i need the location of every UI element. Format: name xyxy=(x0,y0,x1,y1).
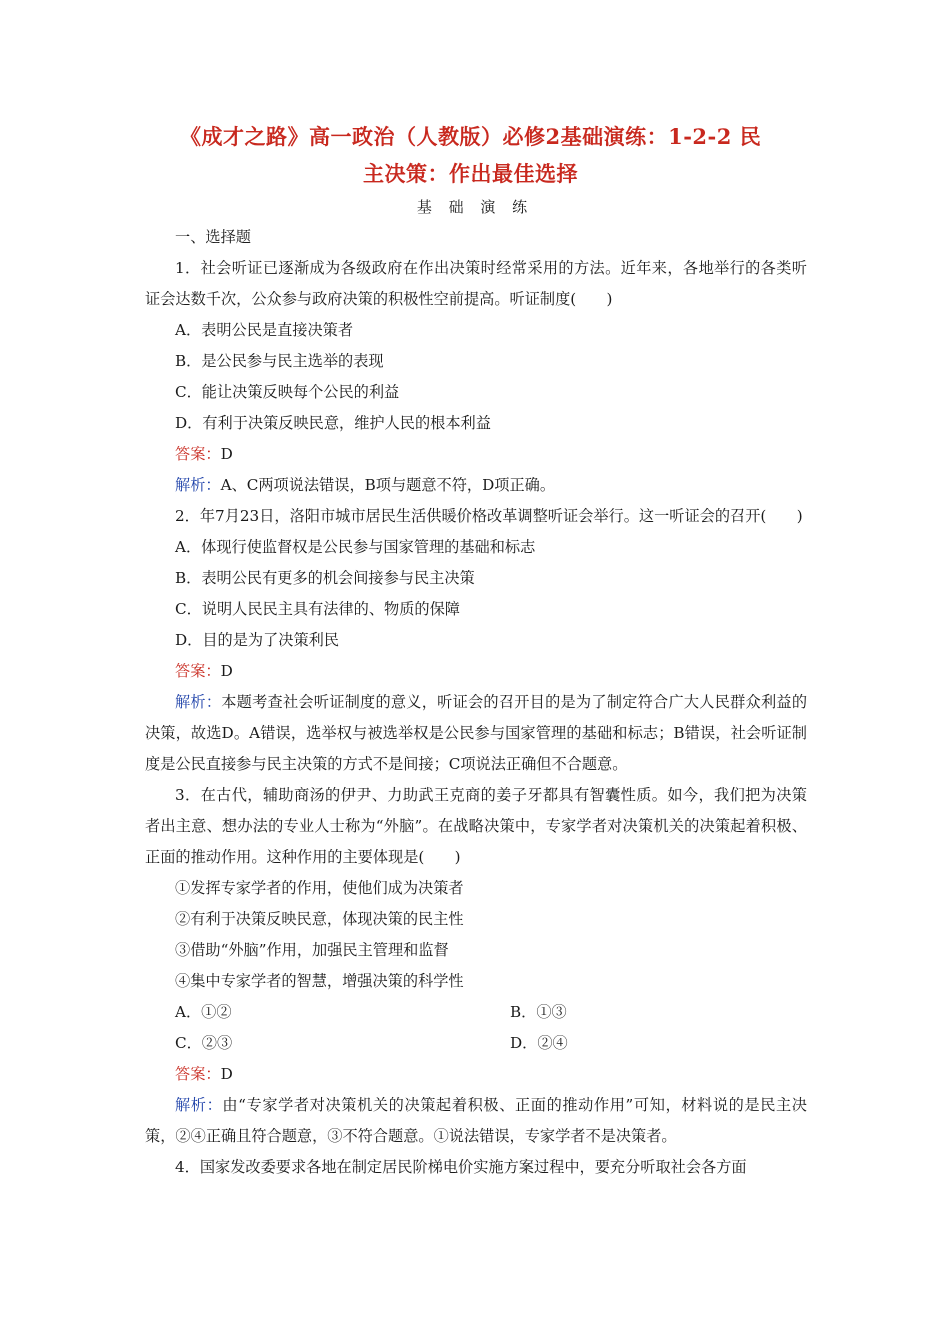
document-title xyxy=(170,118,810,192)
explain-label: 解析： xyxy=(175,693,222,711)
question-2-stem: 2．年7月23日，洛阳市城市居民生活供暖价格改革调整听证会举行。这一听证会的召开( ) xyxy=(175,507,803,525)
explain-text: A、C两项说法错误，B项与题意不符，D项正确。 xyxy=(220,476,556,494)
question-1-answer xyxy=(145,439,807,470)
question-1-explanation xyxy=(145,470,807,501)
question-1-option-b: B．是公民参与民主选举的表现 xyxy=(175,352,384,370)
question-3-options-row-1 xyxy=(145,997,807,1028)
answer-label: 答案： xyxy=(175,1065,221,1083)
explain-label: 解析： xyxy=(175,1096,223,1114)
question-3-option-b: B．①③ xyxy=(510,1003,567,1021)
question-2-option-d: D．目的是为了决策利民 xyxy=(175,631,340,649)
explain-text: 由“专家学者对决策机关的决策起着积极、正面的推动作用”可知，材料说的是民主决策，②④正确且符合题意，③不符合题意。①说法错误，专家学者不是决策者。 xyxy=(145,1096,807,1145)
question-1-option-a: A．表明公民是直接决策者 xyxy=(175,321,354,339)
question-3-answer xyxy=(145,1059,807,1090)
subtitle: 基 础 演 练 xyxy=(416,198,534,216)
question-4-stem: 4．国家发改委要求各地在制定居民阶梯电价实施方案过程中，要充分听取社会各方面 xyxy=(175,1158,747,1176)
question-3-options-row-2 xyxy=(145,1028,807,1059)
question-3-option-d: D．②④ xyxy=(510,1034,568,1052)
question-3-item-4: ④集中专家学者的智慧，增强决策的科学性 xyxy=(175,972,464,990)
title-line-2: 主决策：作出最佳选择 xyxy=(363,161,578,186)
explain-label: 解析： xyxy=(175,476,221,494)
question-1-option-d: D．有利于决策反映民意，维护人民的根本利益 xyxy=(175,414,491,432)
title-line-1: 《成才之路》高一政治（人教版）必修2基础演练：1-2-2 民 xyxy=(180,124,762,149)
answer-value: D xyxy=(220,445,233,463)
document-body xyxy=(145,222,807,1183)
answer-label: 答案： xyxy=(175,662,221,680)
question-3-item-1: ①发挥专家学者的作用，使他们成为决策者 xyxy=(175,879,464,897)
question-1-stem: 1．社会听证已逐渐成为各级政府在作出决策时经常采用的方法。近年来，各地举行的各类听证会达数千次，公众参与政府决策的积极性空前提高。听证制度( ) xyxy=(145,259,807,308)
question-2-option-a: A．体现行使监督权是公民参与国家管理的基础和标志 xyxy=(175,538,536,556)
question-2-option-c: C．说明人民民主具有法律的、物质的保障 xyxy=(175,600,460,618)
question-1-option-c: C．能让决策反映每个公民的利益 xyxy=(175,383,400,401)
question-3-stem: 3．在古代，辅助商汤的伊尹、力助武王克商的姜子牙都具有智囊性质。如今，我们把为决策者出主意、想办法的专业人士称为“外脑”。在战略决策中，专家学者对决策机关的决策起着积极、正面的推动作用。这种作用的主要体现是( ) xyxy=(145,786,807,866)
explain-text: 本题考查社会听证制度的意义，听证会的召开目的是为了制定符合广大人民群众利益的决策，故选D。A错误，选举权与被选举权是公民参与国家管理的基础和标志；B错误，社会听证制度是公民直接参与民主决策的方式不是间接；C项说法正确但不合题意。 xyxy=(145,693,808,773)
answer-label: 答案： xyxy=(175,445,221,463)
question-3-option-c: C．②③ xyxy=(175,1034,233,1052)
section-heading: 一、选择题 xyxy=(175,228,251,246)
question-2-explanation xyxy=(145,687,807,780)
question-2-answer xyxy=(145,656,807,687)
question-3-item-2: ②有利于决策反映民意，体现决策的民主性 xyxy=(175,910,464,928)
answer-value: D xyxy=(220,1065,233,1083)
question-3-explanation xyxy=(145,1090,807,1152)
question-3-item-3: ③借助“外脑”作用，加强民主管理和监督 xyxy=(175,941,449,959)
answer-value: D xyxy=(220,662,233,680)
question-3-option-a: A．①② xyxy=(175,1003,232,1021)
question-2-option-b: B．表明公民有更多的机会间接参与民主决策 xyxy=(175,569,475,587)
